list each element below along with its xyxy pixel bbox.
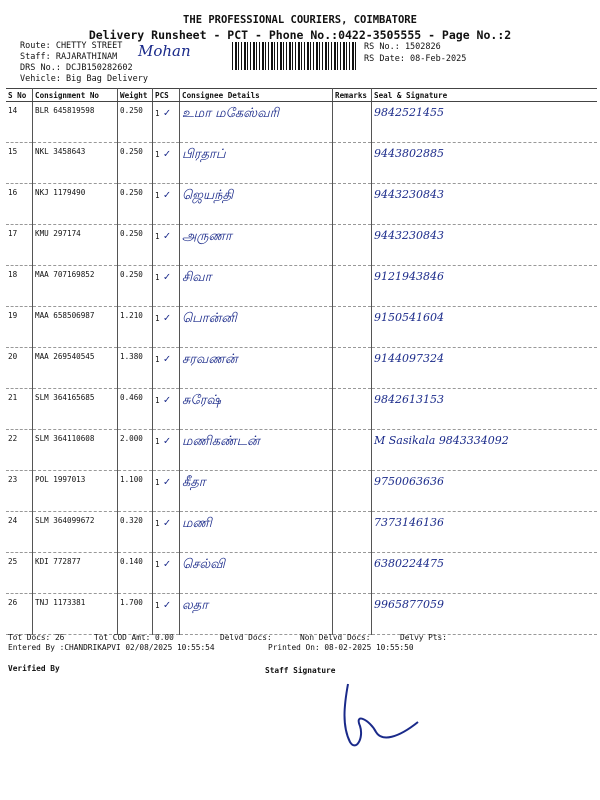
- sno-cell: 26: [6, 594, 33, 635]
- remarks-cell: [333, 307, 372, 348]
- weight-cell: 1.380: [118, 348, 153, 389]
- consignment-cell: NKJ 1179490: [33, 184, 118, 225]
- sno-cell: 20: [6, 348, 33, 389]
- table-header-row: [6, 89, 597, 102]
- weight-cell: 1.700: [118, 594, 153, 635]
- pcs-cell: 1 ✓: [153, 512, 180, 553]
- sno-cell: 19: [6, 307, 33, 348]
- pcs-cell: 1 ✓: [153, 348, 180, 389]
- remarks-cell: [333, 225, 372, 266]
- pcs-cell: 1 ✓: [153, 225, 180, 266]
- weight-cell: 0.250: [118, 143, 153, 184]
- consignee-details-cell: பொன்னி: [180, 307, 333, 348]
- entered-by: Entered By :CHANDRIKAPVI 02/08/2025 10:55:54: [8, 643, 215, 652]
- consignment-cell: SLM 364165685: [33, 389, 118, 430]
- pcs-cell: 1 ✓: [153, 307, 180, 348]
- signature-cell: 9842521455: [372, 102, 598, 143]
- remarks-cell: [333, 471, 372, 512]
- consignee-details-cell: செல்வி: [180, 553, 333, 594]
- col-sno: S No: [6, 89, 33, 102]
- signature-cell: 9443230843: [372, 184, 598, 225]
- pcs-cell: 1 ✓: [153, 266, 180, 307]
- col-consignee: Consignee Details: [180, 89, 333, 102]
- remarks-cell: [333, 143, 372, 184]
- verified-by-label: Verified By: [8, 664, 60, 673]
- sheet-title: Delivery Runsheet - PCT - Phone No.:0422-3505555 - Page No.:2: [88, 28, 512, 42]
- tick-mark: ✓: [163, 393, 171, 406]
- pcs-cell: 1 ✓: [153, 471, 180, 512]
- signature-cell: 9842613153: [372, 389, 598, 430]
- pcs-cell: 1 ✓: [153, 430, 180, 471]
- remarks-cell: [333, 102, 372, 143]
- staff-row: [20, 52, 117, 62]
- consignee-details-cell: சரவணன்: [180, 348, 333, 389]
- remarks-cell: [333, 553, 372, 594]
- rs-date: RS Date: 08-Feb-2025: [364, 54, 467, 64]
- sno-cell: 17: [6, 225, 33, 266]
- weight-cell: 0.250: [118, 102, 153, 143]
- weight-cell: 0.140: [118, 553, 153, 594]
- tick-mark: ✓: [163, 106, 171, 119]
- total-docs: Tot Docs: 26: [8, 633, 65, 642]
- col-seal-signature: Seal & Signature: [372, 89, 598, 102]
- consignment-cell: KMU 297174: [33, 225, 118, 266]
- pcs-cell: 1 ✓: [153, 594, 180, 635]
- weight-cell: 1.100: [118, 471, 153, 512]
- consignment-cell: MAA 269540545: [33, 348, 118, 389]
- signature-cell: 9121943846: [372, 266, 598, 307]
- signature-cell: 9150541604: [372, 307, 598, 348]
- pcs-cell: 1 ✓: [153, 553, 180, 594]
- pcs-cell: 1 ✓: [153, 102, 180, 143]
- table-row: [6, 553, 597, 594]
- sno-cell: 24: [6, 512, 33, 553]
- tick-mark: ✓: [163, 311, 171, 324]
- consignment-cell: SLM 364110608: [33, 430, 118, 471]
- delivery-points: Delvy Pts:: [400, 633, 447, 642]
- remarks-cell: [333, 594, 372, 635]
- sno-cell: 21: [6, 389, 33, 430]
- weight-cell: 0.250: [118, 184, 153, 225]
- consignee-details-cell: மணிகண்டன்: [180, 430, 333, 471]
- signature-cell: 7373146136: [372, 512, 598, 553]
- total-cod: Tot COD Amt: 0.00: [94, 633, 174, 642]
- drs-number: DRS No.: DCJB150282602: [20, 63, 133, 73]
- route-label: Route: CHETTY STREET: [20, 41, 123, 51]
- weight-cell: 0.320: [118, 512, 153, 553]
- consignment-cell: NKL 3458643: [33, 143, 118, 184]
- non-delivered-docs: Non Delvd Docs:: [300, 633, 371, 642]
- signature-cell: 9144097324: [372, 348, 598, 389]
- sno-cell: 25: [6, 553, 33, 594]
- sno-cell: 22: [6, 430, 33, 471]
- pcs-cell: 1 ✓: [153, 143, 180, 184]
- staff-signature-label: Staff Signature: [265, 666, 336, 675]
- table-row: [6, 389, 597, 430]
- weight-cell: 0.250: [118, 225, 153, 266]
- consignee-details-cell: அருணா: [180, 225, 333, 266]
- pcs-cell: 1 ✓: [153, 389, 180, 430]
- company-name: THE PROFESSIONAL COURIERS, COIMBATORE: [183, 14, 417, 26]
- consignee-details-cell: பிரதாப்: [180, 143, 333, 184]
- table-row: [6, 348, 597, 389]
- rs-number: RS No.: 1502826: [364, 42, 441, 52]
- table-row: [6, 225, 597, 266]
- signature-cell: 9443802885: [372, 143, 598, 184]
- consignment-cell: BLR 645819598: [33, 102, 118, 143]
- staff-label: Staff:: [20, 52, 51, 62]
- signature-cell: 6380224475: [372, 553, 598, 594]
- sno-cell: 14: [6, 102, 33, 143]
- sno-cell: 16: [6, 184, 33, 225]
- table-row: [6, 594, 597, 635]
- tick-mark: ✓: [163, 475, 171, 488]
- table-row: [6, 430, 597, 471]
- consignment-cell: KDI 772877: [33, 553, 118, 594]
- sno-cell: 15: [6, 143, 33, 184]
- consignee-details-cell: கீதா: [180, 471, 333, 512]
- consignee-details-cell: சுரேஷ்: [180, 389, 333, 430]
- sno-cell: 23: [6, 471, 33, 512]
- col-pcs: PCS: [153, 89, 180, 102]
- remarks-cell: [333, 389, 372, 430]
- remarks-cell: [333, 512, 372, 553]
- table-row: [6, 266, 597, 307]
- consignee-details-cell: லதா: [180, 594, 333, 635]
- remarks-cell: [333, 430, 372, 471]
- consignment-cell: SLM 364099672: [33, 512, 118, 553]
- col-remarks: Remarks: [333, 89, 372, 102]
- runsheet-table: [6, 88, 597, 635]
- barcode: [232, 42, 358, 70]
- consignment-cell: MAA 707169852: [33, 266, 118, 307]
- weight-cell: 2.000: [118, 430, 153, 471]
- tick-mark: ✓: [163, 229, 171, 242]
- weight-cell: 1.210: [118, 307, 153, 348]
- vehicle-info: Vehicle: Big Bag Delivery: [20, 74, 148, 84]
- delivered-docs: Delvd Docs:: [220, 633, 272, 642]
- table-row: [6, 143, 597, 184]
- tick-mark: ✓: [163, 270, 171, 283]
- consignment-cell: TNJ 1173381: [33, 594, 118, 635]
- tick-mark: ✓: [163, 516, 171, 529]
- table-row: [6, 102, 597, 143]
- consignee-details-cell: சிவா: [180, 266, 333, 307]
- signature-cell: 9750063636: [372, 471, 598, 512]
- tick-mark: ✓: [163, 557, 171, 570]
- weight-cell: 0.460: [118, 389, 153, 430]
- tick-mark: ✓: [163, 434, 171, 447]
- table-row: [6, 471, 597, 512]
- remarks-cell: [333, 184, 372, 225]
- col-weight: Weight: [118, 89, 153, 102]
- consignment-cell: MAA 658506987: [33, 307, 118, 348]
- consignee-details-cell: உமா மகேஸ்வரி: [180, 102, 333, 143]
- tick-mark: ✓: [163, 598, 171, 611]
- tick-mark: ✓: [163, 352, 171, 365]
- staff-value: RAJARATHINAM: [55, 52, 118, 62]
- consignee-details-cell: மணி: [180, 512, 333, 553]
- printed-on: Printed On: 08-02-2025 10:55:50: [268, 643, 414, 652]
- consignee-details-cell: ஜெயந்தி: [180, 184, 333, 225]
- table-row: [6, 512, 597, 553]
- table-row: [6, 307, 597, 348]
- remarks-cell: [333, 348, 372, 389]
- sno-cell: 18: [6, 266, 33, 307]
- col-consignment: Consignment No: [33, 89, 118, 102]
- signature-cell: M Sasikala 9843334092: [372, 430, 598, 471]
- table-row: [6, 184, 597, 225]
- staff-handwritten-name: Mohan: [138, 42, 191, 60]
- tick-mark: ✓: [163, 188, 171, 201]
- signature-cell: 9965877059: [372, 594, 598, 635]
- consignment-cell: POL 1997013: [33, 471, 118, 512]
- weight-cell: 0.250: [118, 266, 153, 307]
- staff-signature-image: [318, 676, 458, 756]
- remarks-cell: [333, 266, 372, 307]
- signature-cell: 9443230843: [372, 225, 598, 266]
- pcs-cell: 1 ✓: [153, 184, 180, 225]
- tick-mark: ✓: [163, 147, 171, 160]
